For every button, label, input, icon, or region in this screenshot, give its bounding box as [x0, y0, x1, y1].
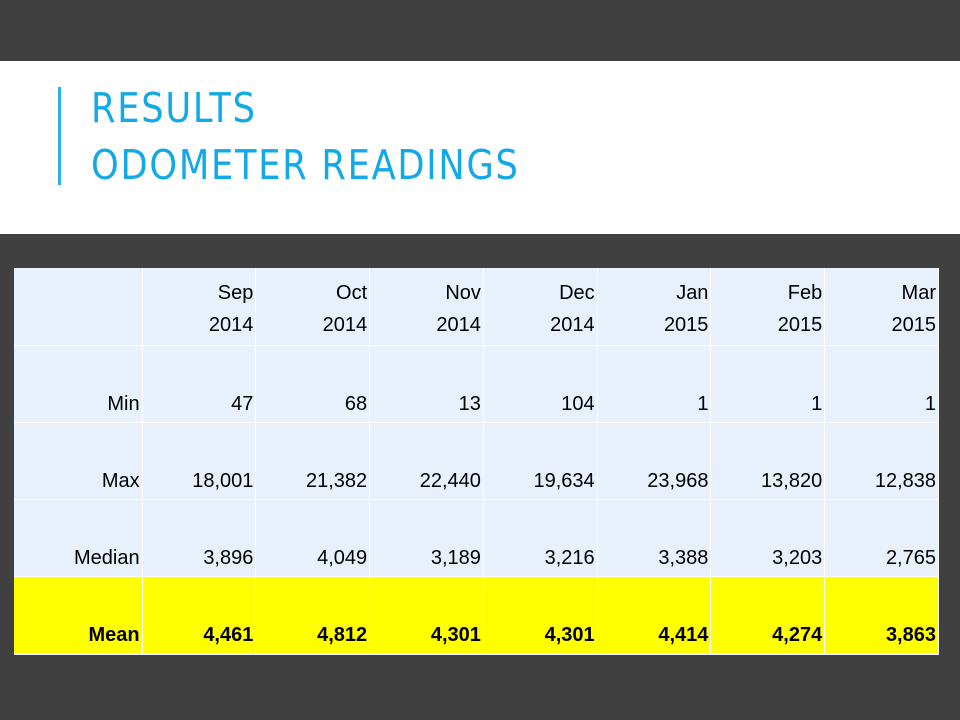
- table-row-median: [14, 500, 939, 577]
- table-cell: 104: [483, 346, 597, 423]
- table-cell: 3,203: [711, 500, 825, 577]
- column-header: Oct 2014: [256, 268, 370, 346]
- table-cell: 4,049: [256, 500, 370, 577]
- table-cell: 47: [142, 346, 256, 423]
- row-label: Min: [14, 346, 142, 423]
- table-cell: 3,896: [142, 500, 256, 577]
- table-cell: 22,440: [370, 423, 484, 500]
- title-accent-bar: [58, 87, 61, 185]
- table-cell: 3,216: [483, 500, 597, 577]
- table-row-max: [14, 423, 939, 500]
- table-cell: 3,388: [597, 500, 711, 577]
- table-cell: 1: [597, 346, 711, 423]
- table-cell: 21,382: [256, 423, 370, 500]
- table-cell: 12,838: [825, 423, 939, 500]
- row-label: Median: [14, 500, 142, 577]
- table-row-min: [14, 346, 939, 423]
- column-header: Sep 2014: [142, 268, 256, 346]
- table-cell: 23,968: [597, 423, 711, 500]
- table-cell: 4,301: [483, 577, 597, 655]
- odometer-table: [14, 268, 939, 655]
- table-cell: 2,765: [825, 500, 939, 577]
- table-cell: 1: [711, 346, 825, 423]
- column-header: Mar 2015: [825, 268, 939, 346]
- table-cell: 4,812: [256, 577, 370, 655]
- table-cell: 4,301: [370, 577, 484, 655]
- table-cell: 13,820: [711, 423, 825, 500]
- table-cell: 18,001: [142, 423, 256, 500]
- column-header: Nov 2014: [370, 268, 484, 346]
- table-cell: 4,414: [597, 577, 711, 655]
- header-corner-cell: [14, 268, 142, 346]
- table-cell: 13: [370, 346, 484, 423]
- table-row-mean-highlighted: [14, 577, 939, 655]
- column-header: Dec 2014: [483, 268, 597, 346]
- column-header: Jan 2015: [597, 268, 711, 346]
- table-cell: 19,634: [483, 423, 597, 500]
- slide-title-line-2: ODOMETER READINGS: [91, 141, 520, 189]
- table-header-row: [14, 268, 939, 346]
- table-cell: 1: [825, 346, 939, 423]
- column-header: Feb 2015: [711, 268, 825, 346]
- slide-title-line-1: RESULTS: [91, 84, 257, 132]
- table-cell: 4,274: [711, 577, 825, 655]
- table-cell: 3,189: [370, 500, 484, 577]
- row-label: Max: [14, 423, 142, 500]
- table-cell: 3,863: [825, 577, 939, 655]
- table-cell: 4,461: [142, 577, 256, 655]
- table-cell: 68: [256, 346, 370, 423]
- row-label: Mean: [14, 577, 142, 655]
